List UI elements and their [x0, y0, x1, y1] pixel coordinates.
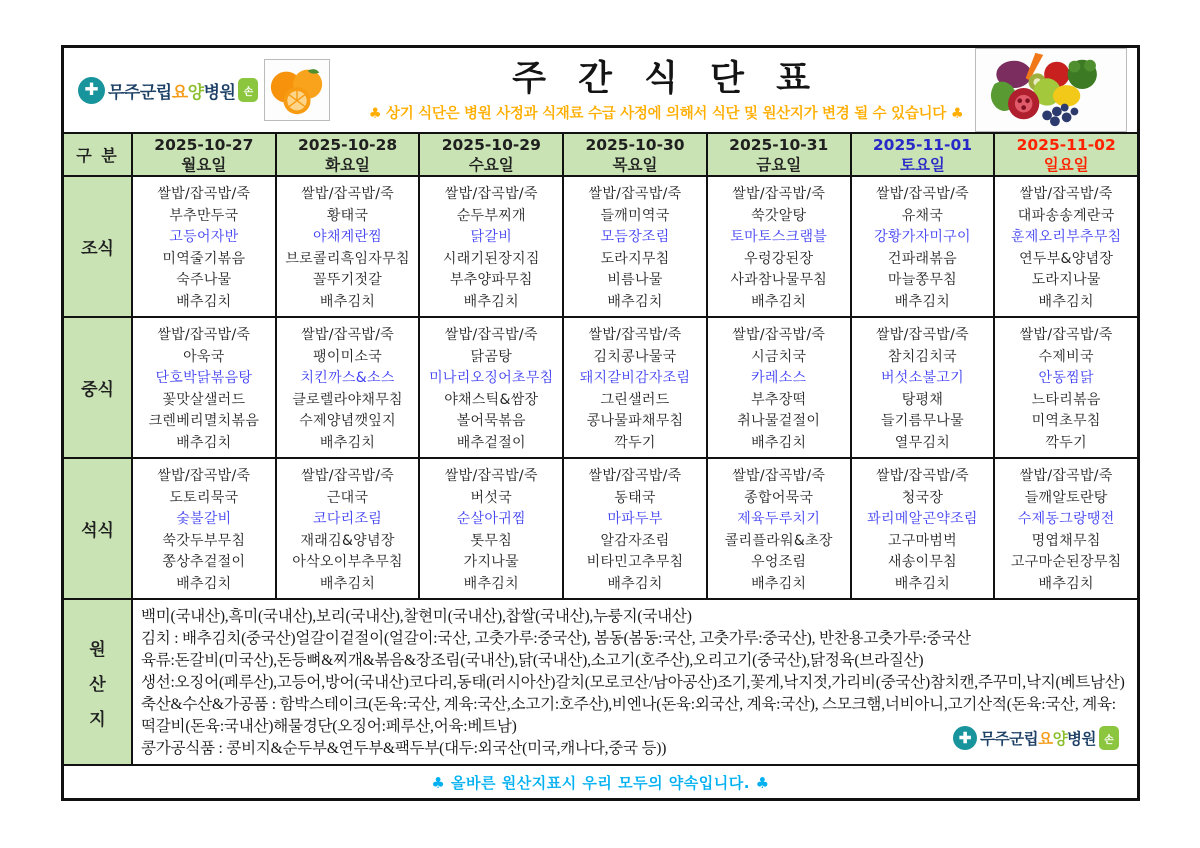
menu-item: 미나리오징어초무침	[429, 370, 554, 387]
menu-item: 우렁강된장	[744, 250, 814, 267]
day-header-cell	[708, 134, 852, 175]
origin-row	[64, 600, 1137, 766]
day-header-cell	[995, 134, 1137, 175]
menu-item: 그린샐러드	[600, 391, 670, 408]
menu-item: 쌀밥/잡곡밥/죽	[732, 468, 826, 485]
day-weekday: 수요일	[468, 155, 514, 174]
tangerine-photo	[264, 59, 330, 121]
menu-cell	[277, 318, 421, 457]
day-weekday: 금요일	[756, 155, 802, 174]
day-date: 2025-10-30	[585, 135, 685, 154]
menu-item: 숙주나물	[176, 272, 232, 289]
menu-item: 건파래볶음	[887, 250, 958, 267]
origin-label-char: 원	[89, 639, 106, 660]
day-header-cell	[564, 134, 708, 175]
menu-item: 알감자조림	[600, 532, 670, 549]
origin-line: 생선:오징어(페루산),고등어,방어(국내산)코다리,동태(러시아산)갈치(모로코산/남아공산)조기,꽃게,낙지젓,가리비(중국산)참치캔,주꾸미,낙지(베트남산)	[141, 674, 1125, 692]
day-weekday: 월요일	[181, 155, 227, 174]
menu-item: 김치콩나물국	[593, 348, 677, 365]
menu-item: 팽이미소국	[313, 348, 383, 365]
menu-item: 콩나물파채무침	[586, 413, 684, 430]
menu-item: 시금치국	[751, 348, 807, 365]
menu-cell	[852, 318, 996, 457]
hospital-cross-icon: ✚	[953, 726, 977, 750]
menu-item: 훈제오리부추무침	[1010, 229, 1122, 246]
menu-item: 배추김치	[1038, 293, 1094, 310]
menu-item: 청국장	[901, 489, 944, 506]
menu-item: 부추만두국	[169, 207, 239, 224]
menu-item: 클로렐라야채무침	[292, 391, 403, 408]
menu-item: 깍두기	[614, 434, 656, 451]
menu-item: 쌀밥/잡곡밥/죽	[588, 186, 682, 203]
menu-item: 아욱국	[183, 348, 225, 365]
menu-item: 비타민고추무침	[586, 554, 684, 571]
hospital-name: 무주군립요양병원	[980, 731, 1096, 749]
menu-cell	[852, 177, 996, 316]
menu-item: 순살아귀찜	[456, 511, 526, 528]
menu-item: 제육두루치기	[737, 511, 821, 528]
menu-item: 쌀밥/잡곡밥/죽	[444, 468, 538, 485]
menu-item: 카레소스	[751, 370, 807, 387]
menu-item: 수제동그랑땡전	[1017, 511, 1115, 528]
produce-photo	[975, 48, 1127, 132]
menu-item: 고등어자반	[169, 229, 239, 246]
menu-cell	[995, 459, 1137, 598]
menu-item: 배추김치	[319, 575, 376, 592]
title-block	[364, 57, 968, 123]
menu-item: 마늘쫑무침	[887, 272, 958, 289]
menu-cell	[995, 318, 1137, 457]
meal-label: 석식	[64, 459, 133, 598]
menu-item: 쌀밥/잡곡밥/죽	[1019, 468, 1113, 485]
menu-item: 버섯소불고기	[880, 370, 964, 387]
menu-item: 배추김치	[319, 293, 376, 310]
menu-item: 동태국	[614, 489, 656, 506]
menu-item: 수제비국	[1038, 348, 1094, 365]
menu-item: 쌀밥/잡곡밥/죽	[875, 468, 969, 485]
menu-item: 부추장떡	[751, 391, 807, 408]
hospital-cross-icon: ✚	[78, 77, 105, 104]
menu-item: 배추김치	[894, 293, 951, 310]
menu-item: 아삭오이부추무침	[292, 554, 403, 571]
day-header-cell	[420, 134, 564, 175]
menu-cell	[420, 318, 564, 457]
menu-cell	[564, 318, 708, 457]
menu-item: 마파두부	[607, 511, 663, 528]
day-weekday: 일요일	[1043, 155, 1089, 174]
origin-label-char: 지	[89, 709, 106, 730]
menu-item: 도토리묵국	[169, 489, 239, 506]
menu-item: 고구마범벅	[887, 532, 958, 549]
footer-row	[64, 766, 1137, 798]
menu-item: 느타리볶음	[1031, 391, 1101, 408]
menu-item: 들깨알토란탕	[1024, 489, 1108, 506]
menu-cell	[708, 177, 852, 316]
menu-cell	[133, 318, 277, 457]
menu-item: 배추김치	[176, 293, 232, 310]
menu-item: 닭곰탕	[470, 348, 513, 365]
origin-line: 김치 : 배추김치(중국산)얼갈이겉절이(얼갈이:국산, 고춧가루:중국산), 봄동(봄동:국산, 고춧가루:중국산), 반찬용고춧가루:중국산	[141, 630, 971, 648]
meal-label: 중식	[64, 318, 133, 457]
menu-item: 쌀밥/잡곡밥/죽	[1019, 186, 1113, 203]
menu-cell	[564, 459, 708, 598]
hospital-logo	[78, 77, 258, 104]
menu-item: 안동찜닭	[1038, 370, 1094, 387]
menu-item: 대파송송계란국	[1017, 207, 1115, 224]
menu-item: 깍두기	[1045, 434, 1087, 451]
menu-item: 크렌베리멸치볶음	[148, 413, 260, 430]
menu-item: 버섯국	[470, 489, 513, 506]
menu-item: 수제양념깻잎지	[299, 413, 396, 430]
menu-item: 미역초무침	[1031, 413, 1101, 430]
menu-cell	[133, 459, 277, 598]
day-date: 2025-10-31	[729, 135, 829, 154]
menu-item: 종합어묵국	[744, 489, 814, 506]
origin-line: 콩가공식품 : 콩비지&순두부&연두부&팩두부(대두:외국산(미국,캐나다,중국 등))	[141, 740, 667, 758]
menu-item: 배추김치	[176, 575, 232, 592]
menu-cell	[995, 177, 1137, 316]
menu-item: 배추김치	[751, 434, 807, 451]
menu-item: 들깨미역국	[600, 207, 670, 224]
header-band	[64, 48, 1137, 134]
menu-item: 가지나물	[463, 554, 519, 571]
menu-item: 배추김치	[751, 575, 807, 592]
day-date: 2025-11-01	[872, 135, 973, 154]
hospital-name: 무주군립요양병원	[108, 82, 236, 103]
county-stamp-icon: 손	[1099, 726, 1119, 750]
menu-item: 콜리플라워&초장	[724, 532, 833, 549]
menu-item: 순두부찌개	[456, 207, 526, 224]
menu-item: 꼴뚜기젓갈	[313, 272, 383, 289]
menu-item: 쑥갓알탕	[751, 207, 807, 224]
day-weekday: 토요일	[899, 155, 945, 174]
origin-label	[64, 600, 133, 764]
menu-item: 쌀밥/잡곡밥/죽	[301, 468, 395, 485]
menu-item: 쌀밥/잡곡밥/죽	[588, 327, 682, 344]
notice-text: ♣ 상기 식단은 병원 사정과 식재료 수급 사정에 의해서 식단 및 원산지가 변경 될 수 있습니다 ♣	[368, 105, 964, 122]
day-weekday: 목요일	[612, 155, 658, 174]
menu-item: 재래김&양념장	[300, 532, 395, 549]
menu-item: 쌀밥/잡곡밥/죽	[301, 327, 395, 344]
menu-cell	[420, 459, 564, 598]
day-date: 2025-11-02	[1016, 135, 1116, 154]
menu-item: 근대국	[326, 489, 369, 506]
menu-item: 쌀밥/잡곡밥/죽	[444, 186, 538, 203]
day-date: 2025-10-29	[441, 135, 541, 154]
menu-item: 닭갈비	[470, 229, 513, 246]
menu-item: 참치김치국	[887, 348, 958, 365]
menu-item: 쌀밥/잡곡밥/죽	[444, 327, 538, 344]
meal-row	[64, 459, 1137, 600]
menu-item: 미역줄기볶음	[162, 250, 246, 267]
menu-cell	[564, 177, 708, 316]
origin-line: 축산&수산&가공품 : 함박스테이크(돈육:국산, 계육:국산,소고기:호주산),비엔나(돈육:외국산, 계육:국산), 스모크햄,너비아니,고기산적(돈육:국산, 계육:	[141, 696, 1116, 714]
menu-item: 부추양파무침	[449, 272, 533, 289]
menu-item: 들기름무나물	[880, 413, 964, 430]
menu-item: 꽃맛살샐러드	[162, 391, 246, 408]
menu-item: 새송이무침	[887, 554, 958, 571]
menu-item: 쑥갓두부무침	[162, 532, 246, 549]
meal-label: 조식	[64, 177, 133, 316]
menu-item: 배추김치	[1038, 575, 1094, 592]
menu-item: 치킨까스&소스	[300, 370, 395, 387]
meal-rows	[64, 177, 1137, 600]
corner-label: 구 분	[64, 134, 133, 175]
menu-item: 볼어묵볶음	[456, 413, 526, 430]
day-header-row	[64, 134, 1137, 177]
menu-item: 쫑상추겉절이	[162, 554, 246, 571]
menu-item: 모듬장조림	[600, 229, 670, 246]
day-date: 2025-10-27	[154, 135, 254, 154]
origin-line: 떡갈비(돈육:국내산)해물경단(오징어:페루산,어육:베트남)	[141, 718, 517, 736]
day-date: 2025-10-28	[298, 135, 398, 154]
menu-item: 명엽채무침	[1031, 532, 1101, 549]
menu-item: 숯불갈비	[176, 511, 232, 528]
origin-line: 백미(국내산),흑미(국내산),보리(국내산),찰현미(국내산),찹쌀(국내산),누룽지(국내산)	[141, 608, 692, 626]
day-header-cell	[852, 134, 996, 175]
menu-item: 코다리조림	[313, 511, 383, 528]
menu-item: 시래기된장지짐	[442, 250, 540, 267]
menu-item: 배추김치	[751, 293, 807, 310]
day-header-cell	[277, 134, 421, 175]
menu-item: 쌀밥/잡곡밥/죽	[157, 468, 251, 485]
menu-item: 배추김치	[176, 434, 232, 451]
menu-item: 열무김치	[894, 434, 951, 451]
menu-item: 쌀밥/잡곡밥/죽	[732, 327, 826, 344]
menu-cell	[277, 459, 421, 598]
menu-item: 야채계란찜	[313, 229, 383, 246]
menu-item: 연두부&양념장	[1019, 250, 1114, 267]
day-weekday: 화요일	[325, 155, 371, 174]
menu-item: 황태국	[326, 207, 369, 224]
origin-label-char: 산	[89, 674, 106, 695]
menu-item: 꽈리메알곤약조림	[867, 511, 978, 528]
menu-item: 우엉조림	[751, 554, 807, 571]
menu-cell	[420, 177, 564, 316]
menu-item: 배추김치	[319, 434, 376, 451]
menu-item: 단호박닭볶음탕	[155, 370, 253, 387]
menu-item: 야채스틱&쌈장	[444, 391, 539, 408]
menu-item: 배추김치	[607, 575, 663, 592]
footer-slogan: ♣ 올바른 원산지표시 우리 모두의 약속입니다. ♣	[431, 773, 770, 792]
menu-cell	[852, 459, 996, 598]
menu-item: 강황가자미구이	[874, 229, 971, 246]
menu-sheet	[61, 45, 1140, 801]
menu-cell	[277, 177, 421, 316]
menu-item: 비름나물	[607, 272, 663, 289]
menu-item: 배추김치	[463, 575, 519, 592]
origin-lines	[133, 600, 1137, 764]
menu-item: 취나물겉절이	[737, 413, 821, 430]
day-header-cell	[133, 134, 277, 175]
county-stamp-icon: 손	[238, 78, 258, 102]
menu-item: 도라지무침	[600, 250, 670, 267]
meal-row	[64, 318, 1137, 459]
menu-item: 톳무침	[470, 532, 513, 549]
origin-line: 육류:돈갈비(미국산),돈등뼈&찌개&볶음&장조림(국내산),닭(국내산),소고기(호주산),오리고기(중국산),닭정육(브라질산)	[141, 652, 924, 670]
page-title: 주 간 식 단 표	[512, 59, 820, 100]
menu-item: 쌀밥/잡곡밥/죽	[732, 186, 826, 203]
menu-item: 쌀밥/잡곡밥/죽	[875, 186, 969, 203]
produce-photo-wrap	[968, 48, 1133, 132]
menu-item: 쌀밥/잡곡밥/죽	[301, 186, 395, 203]
menu-item: 쌀밥/잡곡밥/죽	[875, 327, 969, 344]
menu-item: 배추김치	[463, 293, 519, 310]
menu-item: 브로콜리흑임자무침	[285, 250, 410, 267]
menu-item: 쌀밥/잡곡밥/죽	[157, 327, 251, 344]
menu-item: 쌀밥/잡곡밥/죽	[157, 186, 251, 203]
menu-item: 유채국	[901, 207, 944, 224]
menu-item: 도라지나물	[1031, 272, 1101, 289]
menu-item: 돼지갈비감자조림	[579, 370, 691, 387]
menu-cell	[133, 177, 277, 316]
menu-item: 배추김치	[894, 575, 951, 592]
menu-item: 배추겉절이	[456, 434, 526, 451]
hospital-logo-bottom	[949, 724, 1123, 752]
menu-item: 탕평채	[901, 391, 944, 408]
menu-item: 배추김치	[607, 293, 663, 310]
menu-cell	[708, 318, 852, 457]
meal-row	[64, 177, 1137, 318]
menu-item: 고구마순된장무침	[1010, 554, 1122, 571]
menu-item: 쌀밥/잡곡밥/죽	[588, 468, 682, 485]
menu-item: 사과참나물무침	[730, 272, 828, 289]
menu-cell	[708, 459, 852, 598]
menu-item: 쌀밥/잡곡밥/죽	[1019, 327, 1113, 344]
hospital-logo-top	[64, 59, 364, 121]
menu-item: 토마토스크램블	[730, 229, 828, 246]
